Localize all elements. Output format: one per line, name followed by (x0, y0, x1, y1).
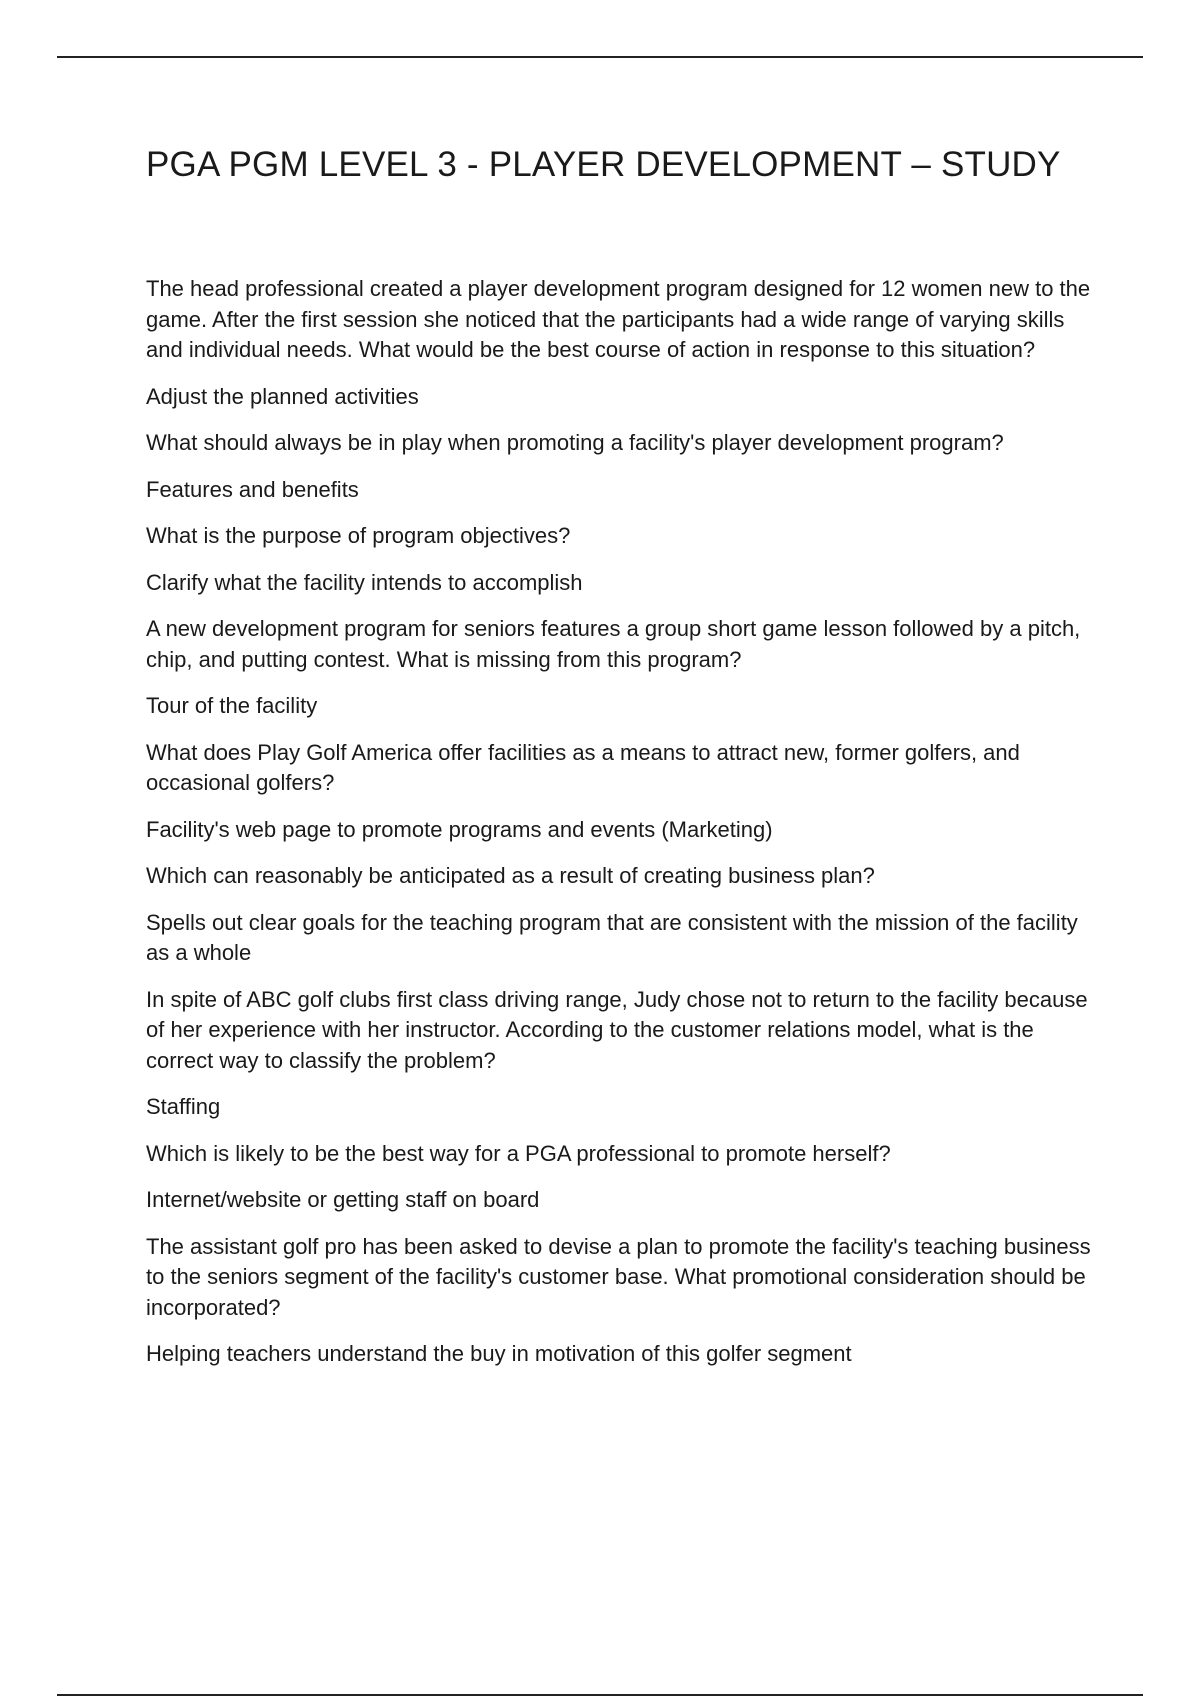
document-body (146, 142, 1106, 1386)
question: What should always be in play when promoting a facility's player development program? (146, 430, 1004, 455)
answer: Staffing (146, 1094, 221, 1119)
answer: Facility's web page to promote programs and events (Marketing) (146, 816, 773, 842)
answer: Adjust the planned activities (146, 383, 419, 409)
answer: Helping teachers understand the buy in motivation of this golfer segment (146, 1341, 852, 1366)
question: Which can reasonably be anticipated as a result of creating business plan? (146, 863, 875, 888)
answer: Spells out clear goals for the teaching program that are consistent with the mission of the facility as a whole (146, 909, 1078, 965)
question: The assistant golf pro has been asked to devise a plan to promote the facility's teaching business to the seniors segment of the facility's customer base. What promotional consideration should be incorporated? (146, 1233, 1091, 1320)
bottom-divider (57, 1694, 1143, 1696)
top-divider (57, 56, 1143, 58)
answer: Features and benefits (146, 476, 359, 502)
answer: Internet/website or getting staff on board (146, 1187, 540, 1212)
qa-list (146, 274, 1106, 1370)
question: What does Play Golf America offer facilities as a means to attract new, former golfers, and occasional golfers? (146, 739, 1020, 795)
answer: Tour of the facility (146, 693, 318, 718)
document-title: PGA PGM LEVEL 3 - PLAYER DEVELOPMENT – STUDY (146, 145, 1061, 184)
question: The head professional created a player development program designed for 12 women new to the game. After the first session she noticed that the participants had a wide range of varying skills and individual needs. What would be the best course of action in response to this situation? (146, 276, 1091, 362)
question: What is the purpose of program objectives? (146, 523, 571, 548)
question: In spite of ABC golf clubs first class driving range, Judy chose not to return to the facility because of her experience with her instructor. According to the customer relations model, what is the correct way to classify the problem? (146, 986, 1088, 1073)
question: A new development program for seniors features a group short game lesson followed by a pitch, chip, and putting contest. What is missing from this program? (146, 616, 1081, 672)
question: Which is likely to be the best way for a PGA professional to promote herself? (146, 1140, 891, 1166)
answer: Clarify what the facility intends to accomplish (146, 569, 583, 595)
